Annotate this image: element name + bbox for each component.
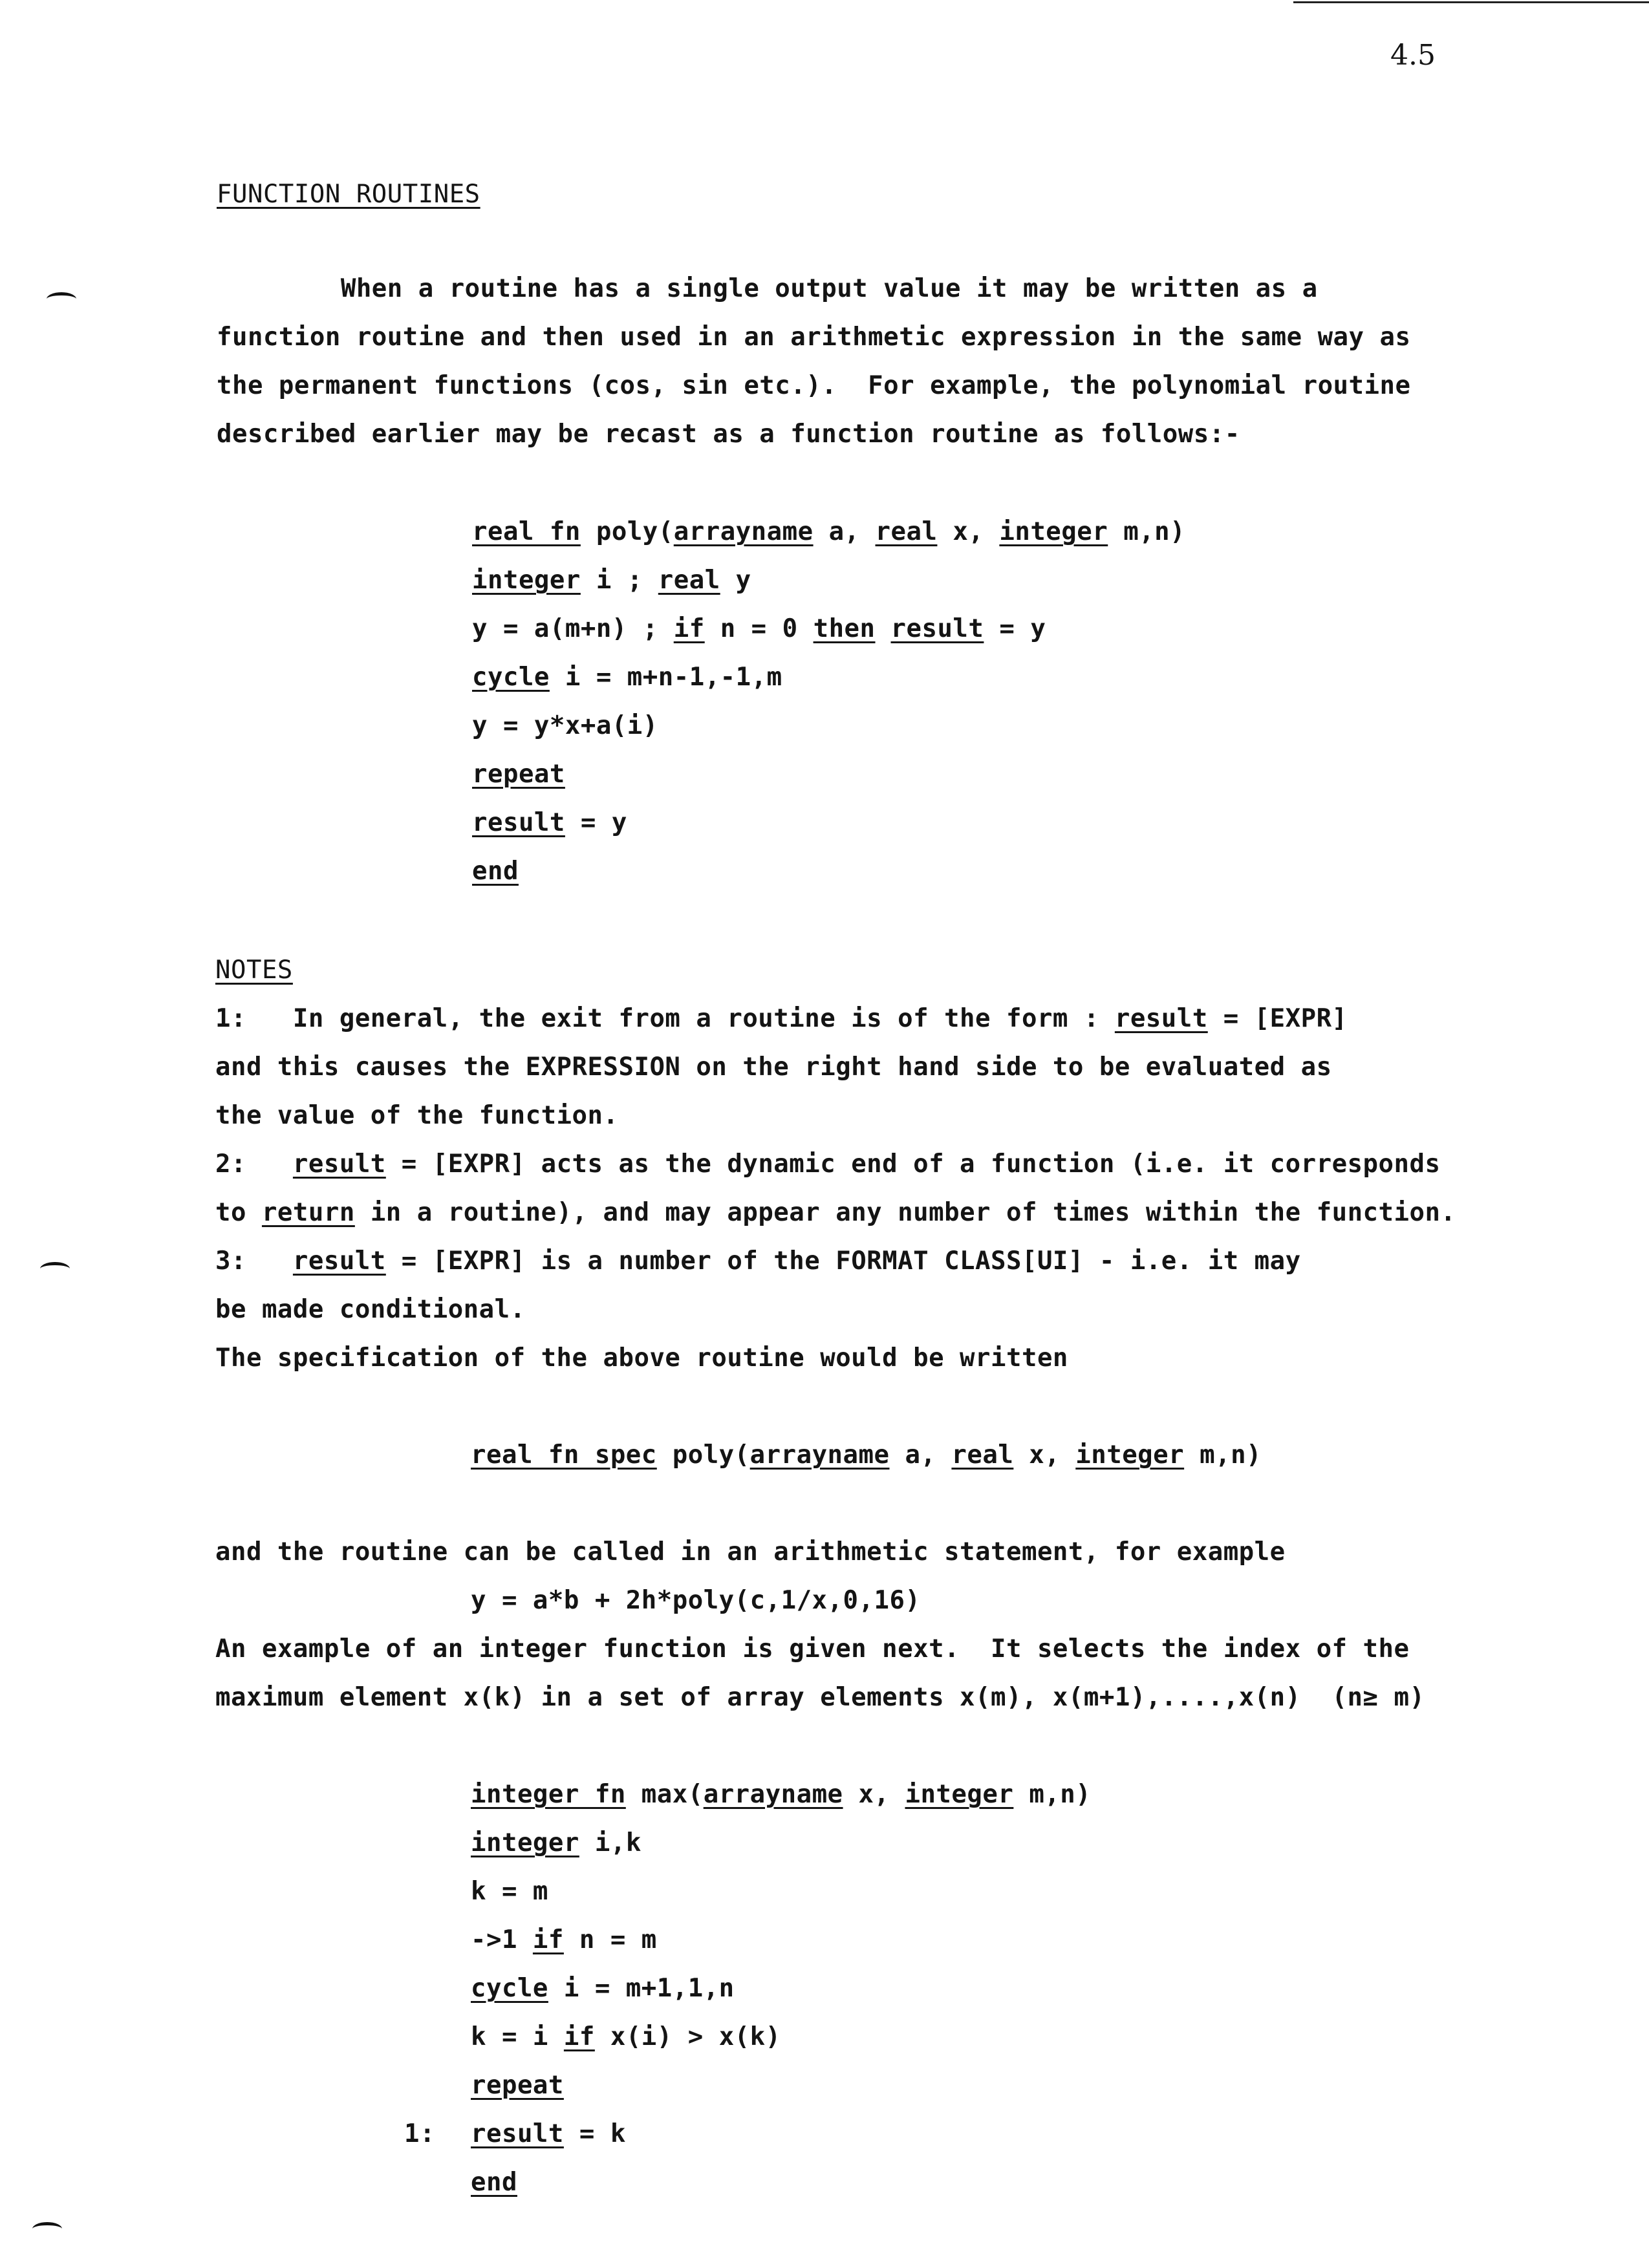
note-1-line-2: and this causes the EXPRESSION on the right hand side to be evaluated as bbox=[215, 1053, 1332, 1082]
note-3-line-1: 3: result = [EXPR] is a number of the FORMAT CLASS[UI] - i.e. it may bbox=[215, 1246, 1301, 1276]
max-code-line-1: integer fn max(arrayname x, integer m,n) bbox=[471, 1780, 1092, 1809]
intro-line-2: function routine and then used in an arithmetic expression in the same way as bbox=[217, 323, 1411, 352]
int-intro-line-2: maximum element x(k) in a set of array elements x(m), x(m+1),....,x(n) (n≥ m) bbox=[215, 1683, 1425, 1712]
poly-code-line-2: integer i ; real y bbox=[472, 566, 751, 595]
max-code-line-6: k = i if x(i) > x(k) bbox=[471, 2022, 781, 2051]
poly-code-line-7: result = y bbox=[472, 808, 627, 837]
note-2-line-1: 2: result = [EXPR] acts as the dynamic end of a function (i.e. it corresponds bbox=[215, 1150, 1441, 1179]
intro-line-1: When a routine has a single output value it may be written as a bbox=[217, 274, 1318, 303]
poly-code-line-5: y = y*x+a(i) bbox=[472, 711, 658, 740]
note-1-line-1: 1: In general, the exit from a routine is of the form : result = [EXPR] bbox=[215, 1004, 1348, 1033]
poly-code-line-3: y = a(m+n) ; if n = 0 then result = y bbox=[472, 614, 1046, 643]
max-code-line-9: end bbox=[471, 2168, 517, 2197]
note-3-line-2: be made conditional. bbox=[215, 1295, 526, 1324]
top-rule bbox=[1293, 1, 1649, 3]
max-code-label: 1: bbox=[404, 2119, 435, 2148]
hole-punch-mark bbox=[40, 1262, 70, 1276]
poly-code-line-4: cycle i = m+n-1,-1,m bbox=[472, 663, 782, 692]
poly-code-line-8: end bbox=[472, 857, 519, 886]
spec-intro: The specification of the above routine would be written bbox=[215, 1343, 1068, 1373]
int-intro-line-1: An example of an integer function is given next. It selects the index of the bbox=[215, 1634, 1410, 1664]
page-number: 4.5 bbox=[1390, 39, 1436, 72]
max-code-line-3: k = m bbox=[471, 1877, 548, 1906]
call-example: y = a*b + 2h*poly(c,1/x,0,16) bbox=[471, 1586, 921, 1615]
max-code-line-5: cycle i = m+1,1,n bbox=[471, 1974, 735, 2003]
max-code-line-8: result = k bbox=[471, 2119, 626, 2148]
max-code-line-4: ->1 if n = m bbox=[471, 1925, 657, 1954]
section-heading: FUNCTION ROUTINES bbox=[217, 180, 480, 209]
notes-heading: NOTES bbox=[215, 956, 293, 985]
intro-line-4: described earlier may be recast as a function routine as follows:- bbox=[217, 420, 1240, 449]
note-1-line-3: the value of the function. bbox=[215, 1101, 619, 1130]
max-code-line-7: repeat bbox=[471, 2071, 564, 2100]
hole-punch-mark bbox=[32, 2222, 62, 2236]
max-code-line-2: integer i,k bbox=[471, 1828, 641, 1857]
spec-line: real fn spec poly(arrayname a, real x, integer m,n) bbox=[471, 1440, 1262, 1470]
note-2-line-2: to return in a routine), and may appear any number of times within the function. bbox=[215, 1198, 1456, 1227]
call-intro: and the routine can be called in an arithmetic statement, for example bbox=[215, 1537, 1286, 1567]
intro-line-3: the permanent functions (cos, sin etc.). For example, the polynomial routine bbox=[217, 371, 1411, 400]
poly-code-line-1: real fn poly(arrayname a, real x, integer m,n) bbox=[472, 517, 1186, 546]
hole-punch-mark bbox=[47, 292, 76, 306]
poly-code-line-6: repeat bbox=[472, 760, 565, 789]
